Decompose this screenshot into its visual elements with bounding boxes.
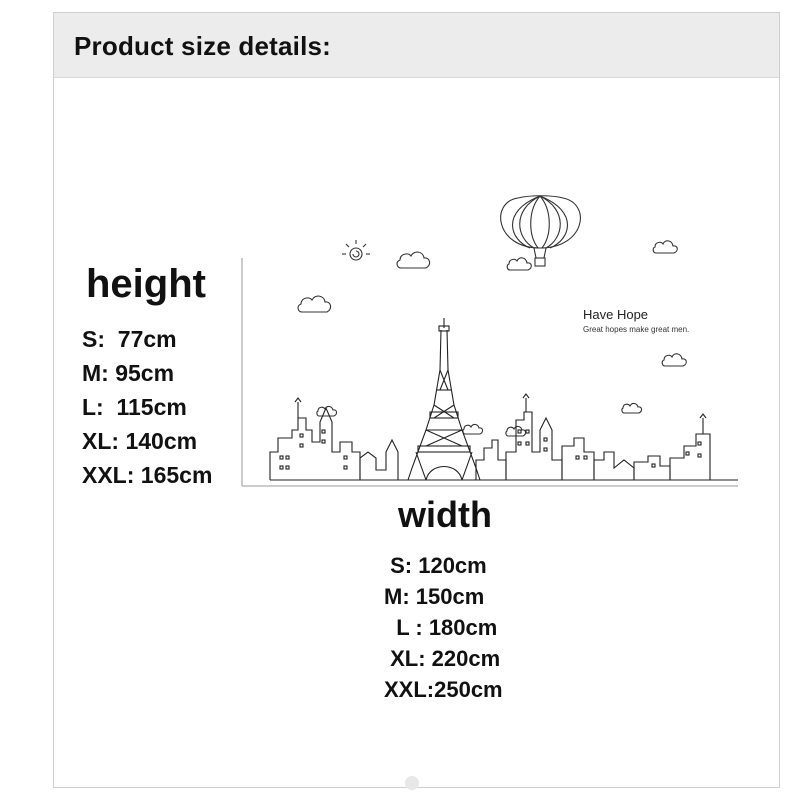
height-size-xxl: XXL: 165cm [82, 462, 213, 488]
width-size-list [384, 550, 503, 705]
decorative-dot [405, 776, 419, 790]
sun-icon [342, 240, 370, 260]
height-size-list [82, 322, 212, 492]
height-size-m: M: 95cm [82, 360, 175, 386]
hot-air-balloon-icon [501, 196, 581, 266]
height-size-l: L: 115cm [82, 394, 187, 420]
width-size-s: S: 120cm [384, 553, 487, 578]
decal-heading: Have Hope [583, 307, 649, 322]
width-size-m: M: 150cm [384, 584, 485, 609]
width-title: width [398, 494, 492, 535]
height-title: height [86, 262, 206, 306]
height-size-s: S: 77cm [82, 326, 177, 352]
eiffel-tower-icon [408, 318, 480, 480]
decal-subheading: Great hopes make great men. [583, 325, 690, 334]
width-size-xxl: XXL:250cm [384, 677, 503, 702]
height-size-xl: XL: 140cm [82, 428, 198, 454]
header-bar [54, 13, 779, 78]
cloud-icon [298, 241, 686, 436]
width-size-l: L : 180cm [384, 615, 498, 640]
page-title: Product size details: [74, 31, 332, 61]
width-size-xl: XL: 220cm [384, 646, 501, 671]
wall-decal-illustration [240, 190, 740, 490]
city-skyline-icon [270, 394, 738, 480]
